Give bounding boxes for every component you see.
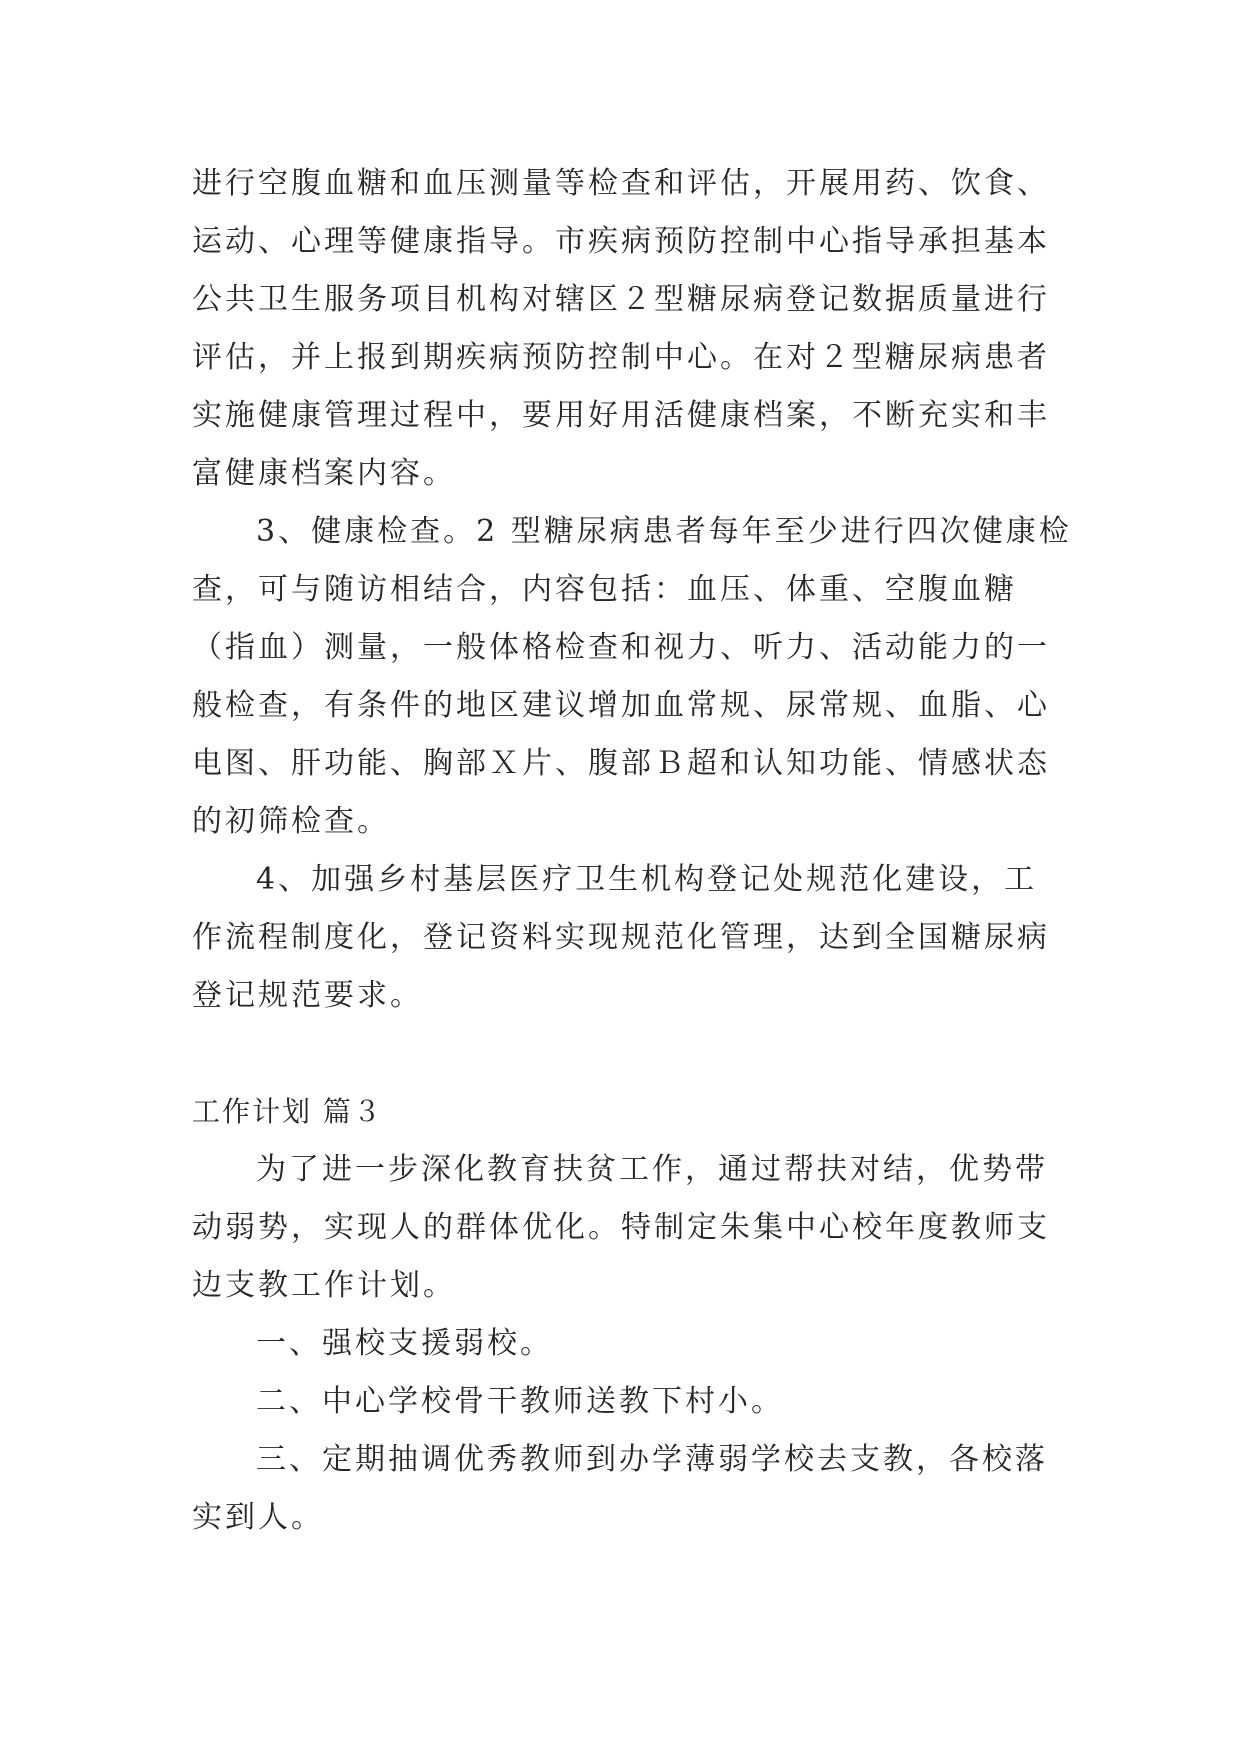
text-line: （指血）测量，一般体格检查和视力、听力、活动能力的一 (192, 630, 1050, 665)
section-heading: 工作计划 篇３ (192, 1095, 383, 1128)
text-line: 4、加强乡村基层医疗卫生机构登记处规范化建设，工 (256, 862, 1038, 897)
text-line: 公共卫生服务项目机构对辖区２型糖尿病登记数据质量进行 (192, 282, 1050, 317)
text-line: 查，可与随访相结合，内容包括：血压、体重、空腹血糖 (192, 572, 1017, 607)
text-line: 富健康档案内容。 (192, 456, 456, 491)
text-line: 评估，并上报到期疾病预防控制中心。在对２型糖尿病患者 (192, 340, 1050, 375)
text-line: 3、健康检查。2 型糖尿病患者每年至少进行四次健康检 (256, 514, 1072, 549)
text-line: 的初筛检查。 (192, 804, 390, 839)
text-line: 为了进一步深化教育扶贫工作，通过帮扶对结，优势带 (256, 1152, 1048, 1187)
text-line: 运动、心理等健康指导。市疾病预防控制中心指导承担基本 (192, 224, 1050, 259)
list-item: 二、中心学校骨干教师送教下村小。 (256, 1384, 784, 1419)
section-gap (192, 1025, 1072, 1083)
document-body (192, 155, 1072, 1547)
text-line: 动弱势，实现人的群体优化。特制定朱集中心校年度教师支 (192, 1210, 1050, 1245)
text-line: 电图、肝功能、胸部Ｘ片、腹部Ｂ超和认知功能、情感状态 (192, 746, 1050, 781)
list-item: 一、强校支援弱校。 (256, 1326, 553, 1361)
paragraph-health-management (192, 155, 1072, 503)
paragraph-intro (192, 1141, 1072, 1315)
text-line: 实施健康管理过程中，要用好用活健康档案，不断充实和丰 (192, 398, 1050, 433)
text-line: 边支教工作计划。 (192, 1268, 456, 1303)
paragraph-registration (192, 851, 1072, 1025)
text-line: 进行空腹血糖和血压测量等检查和评估，开展用药、饮食、 (192, 166, 1050, 201)
text-line: 作流程制度化，登记资料实现规范化管理，达到全国糖尿病 (192, 920, 1050, 955)
text-line: 实到人。 (192, 1500, 324, 1535)
paragraph-health-check (192, 503, 1072, 851)
text-line: 般检查，有条件的地区建议增加血常规、尿常规、血脂、心 (192, 688, 1050, 723)
text-line: 登记规范要求。 (192, 978, 423, 1013)
text-line: 三、定期抽调优秀教师到办学薄弱学校去支教，各校落 (256, 1442, 1048, 1477)
list-item (192, 1431, 1072, 1547)
